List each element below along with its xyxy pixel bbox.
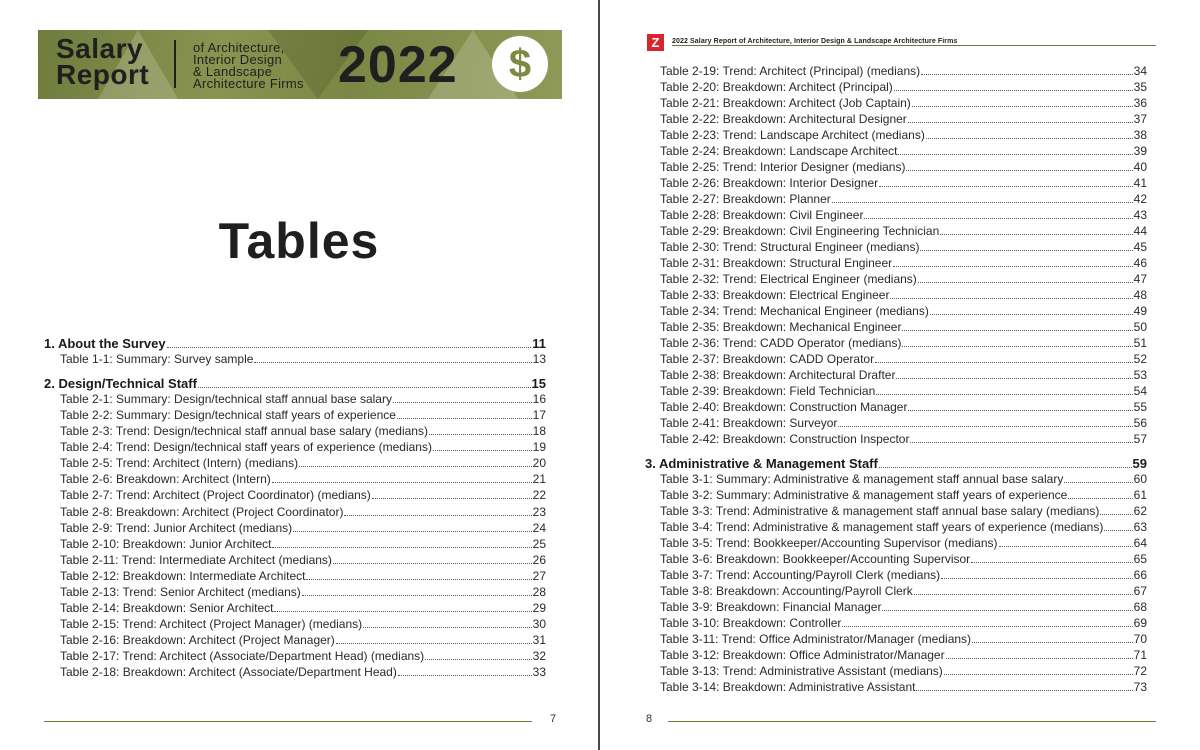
toc-leader-dots	[879, 186, 1133, 187]
toc-entry-page: 73	[1133, 680, 1147, 694]
toc-entry	[660, 208, 1147, 222]
toc-entry-title: Table 2-38: Breakdown: Architectural Drafter	[660, 368, 896, 382]
toc-entry	[60, 505, 546, 519]
toc-leader-dots	[372, 498, 532, 499]
toc-entry-page: 38	[1133, 128, 1147, 142]
toc-entry-title: Table 2-20: Breakdown: Architect (Principal)	[660, 80, 893, 94]
toc-leader-dots	[433, 450, 532, 451]
toc-entry-page: 62	[1133, 504, 1147, 518]
toc-entry	[60, 424, 546, 438]
toc-entry	[660, 632, 1147, 646]
toc-entry-page: 27	[532, 568, 546, 583]
toc-leader-dots	[946, 658, 1133, 659]
toc-entry-page: 69	[1133, 616, 1147, 630]
toc-leader-dots	[944, 674, 1133, 675]
toc-entry-title: Table 2-1: Summary: Design/technical staff annual base salary	[60, 392, 392, 407]
toc-entry-title: Table 2-26: Breakdown: Interior Designer	[660, 176, 879, 190]
toc-leader-dots	[302, 595, 532, 596]
toc-entry-title: Table 2-17: Trend: Architect (Associate/Department Head) (medians)	[60, 648, 425, 663]
toc-entry-page: 18	[532, 424, 546, 439]
toc-leader-dots	[941, 578, 1133, 579]
toc-entry-page: 47	[1133, 272, 1147, 286]
toc-entry	[60, 553, 546, 567]
toc-entry-title: Table 3-3: Trend: Administrative & management staff annual base salary (medians)	[660, 504, 1100, 518]
toc-entry-page: 52	[1133, 352, 1147, 366]
toc-leader-dots	[363, 627, 532, 628]
toc-entry-title: 1. About the Survey	[44, 336, 166, 351]
toc-entry-title: Table 2-15: Trend: Architect (Project Manager) (medians)	[60, 616, 363, 631]
page-title: Tables	[218, 213, 380, 269]
toc-entry-page: 41	[1133, 176, 1147, 190]
toc-entry-page: 40	[1133, 160, 1147, 174]
toc-entry-page: 31	[532, 632, 546, 647]
toc-entry-title: Table 2-23: Trend: Landscape Architect (medians)	[660, 128, 925, 142]
toc-entry-title: Table 2-42: Breakdown: Construction Inspector	[660, 432, 910, 446]
toc-leader-dots	[306, 579, 531, 580]
toc-entry	[660, 616, 1147, 630]
toc-entry	[60, 456, 546, 470]
toc-entry-page: 56	[1133, 416, 1147, 430]
toc-leader-dots	[344, 515, 531, 516]
toc-leader-dots	[918, 282, 1133, 283]
toc-leader-dots	[274, 611, 531, 612]
toc-entry-page: 37	[1133, 112, 1147, 126]
toc-entry-title: 3. Administrative & Management Staff	[645, 456, 878, 471]
banner-title: Salary Report	[56, 33, 150, 90]
toc-entry-page: 64	[1133, 536, 1147, 550]
toc-entry-page: 68	[1133, 600, 1147, 614]
toc-entry	[660, 336, 1147, 350]
toc-entry-title: Table 2-24: Breakdown: Landscape Architect	[660, 144, 898, 158]
toc-leader-dots	[198, 387, 531, 388]
toc-entry-page: 49	[1133, 304, 1147, 318]
toc-entry-title: Table 2-32: Trend: Electrical Engineer (medians)	[660, 272, 917, 286]
publisher-logo-icon: Z	[647, 34, 664, 51]
toc-entry	[660, 536, 1147, 550]
toc-entry-page: 26	[532, 552, 546, 567]
toc-leader-dots	[972, 642, 1133, 643]
toc-entry-page: 67	[1133, 584, 1147, 598]
toc-entry-title: Table 2-9: Trend: Junior Architect (medians)	[60, 520, 293, 535]
toc-leader-dots	[429, 434, 532, 435]
toc-entry-page: 45	[1133, 240, 1147, 254]
toc-entry-page: 71	[1133, 648, 1147, 662]
toc-entry-title: Table 2-16: Breakdown: Architect (Project Manager)	[60, 632, 335, 647]
toc-entry	[60, 569, 546, 583]
toc-entry-title: Table 3-10: Breakdown: Controller	[660, 616, 842, 630]
toc-leader-dots	[882, 610, 1132, 611]
toc-entry-page: 53	[1133, 368, 1147, 382]
toc-leader-dots	[167, 347, 532, 348]
toc-entry	[660, 96, 1147, 110]
toc-entry	[660, 384, 1147, 398]
toc-leader-dots	[896, 378, 1132, 379]
toc-leader-dots	[926, 138, 1133, 139]
toc-leader-dots	[254, 362, 531, 363]
toc-entry-page: 23	[532, 504, 546, 519]
toc-leader-dots	[894, 90, 1133, 91]
toc-entry	[660, 520, 1147, 534]
toc-leader-dots	[864, 218, 1132, 219]
toc-section-heading	[44, 336, 546, 351]
toc-entry-title: Table 2-34: Trend: Mechanical Engineer (medians)	[660, 304, 929, 318]
toc-section-heading	[44, 376, 546, 391]
toc-entry-title: Table 2-13: Trend: Senior Architect (medians)	[60, 584, 301, 599]
toc-entry-page: 28	[532, 584, 546, 599]
toc-leader-dots	[272, 482, 532, 483]
toc-entry	[60, 585, 546, 599]
toc-entry	[660, 256, 1147, 270]
toc-entry-title: Table 2-19: Trend: Architect (Principal) (medians)	[660, 64, 921, 78]
toc-leader-dots	[1104, 530, 1132, 531]
toc-entry-page: 44	[1133, 224, 1147, 238]
toc-entry-page: 20	[532, 456, 546, 471]
toc-leader-dots	[1064, 482, 1132, 483]
running-header: 2022 Salary Report of Architecture, Interior Design & Landscape Architecture Firms	[672, 38, 958, 45]
toc-entry	[660, 400, 1147, 414]
toc-entry	[660, 144, 1147, 158]
toc-entry	[60, 488, 546, 502]
toc-entry-page: 66	[1133, 568, 1147, 582]
toc-entry-page: 29	[532, 600, 546, 615]
toc-entry-page: 43	[1133, 208, 1147, 222]
toc-entry-page: 63	[1133, 520, 1147, 534]
toc-leader-dots	[908, 122, 1133, 123]
toc-leader-dots	[875, 362, 1133, 363]
toc-leader-dots	[902, 346, 1132, 347]
toc-leader-dots	[921, 74, 1133, 75]
toc-entry-title: Table 2-6: Breakdown: Architect (Intern)	[60, 472, 271, 487]
toc-entry	[660, 552, 1147, 566]
toc-entry-page: 17	[532, 408, 546, 423]
toc-entry-title: Table 2-11: Trend: Intermediate Architect (medians)	[60, 552, 332, 567]
toc-entry	[660, 568, 1147, 582]
toc-leader-dots	[893, 266, 1133, 267]
toc-entry-page: 46	[1133, 256, 1147, 270]
toc-entry-page: 36	[1133, 96, 1147, 110]
toc-entry-title: Table 2-14: Breakdown: Senior Architect	[60, 600, 274, 615]
toc-entry-page: 72	[1133, 664, 1147, 678]
toc-leader-dots	[898, 154, 1132, 155]
toc-entry-title: Table 2-2: Summary: Design/technical staff years of experience	[60, 408, 396, 423]
toc-entry-page: 25	[532, 536, 546, 551]
toc-entry-page: 16	[532, 392, 546, 407]
toc-leader-dots	[336, 643, 532, 644]
toc-entry-title: Table 2-27: Breakdown: Planner	[660, 192, 831, 206]
toc-entry	[660, 352, 1147, 366]
toc-entry-title: Table 2-28: Breakdown: Civil Engineer	[660, 208, 864, 222]
toc-leader-dots	[910, 442, 1132, 443]
toc-entry-page: 33	[532, 665, 546, 679]
toc-entry-page: 15	[531, 376, 546, 392]
toc-entry-page: 24	[532, 520, 546, 535]
toc-entry-page: 21	[532, 472, 546, 487]
toc-entry	[60, 649, 546, 663]
footer-rule	[668, 721, 1156, 722]
page-number: 7	[550, 713, 557, 725]
toc-entry-title: Table 1-1: Summary: Survey sample	[60, 352, 254, 367]
toc-entry	[660, 368, 1147, 382]
toc-entry	[660, 664, 1147, 678]
toc-leader-dots	[299, 466, 532, 467]
toc-entry	[660, 240, 1147, 254]
toc-entry-title: Table 2-7: Trend: Architect (Project Coordinator) (medians)	[60, 488, 371, 503]
toc-entry-title: Table 3-5: Trend: Bookkeeper/Accounting Supervisor (medians)	[660, 536, 998, 550]
toc-entry	[660, 472, 1147, 486]
toc-entry-title: Table 2-40: Breakdown: Construction Manager	[660, 400, 908, 414]
toc-entry-title: Table 3-12: Breakdown: Office Administrator/Manager	[660, 648, 945, 662]
toc-entry-page: 51	[1133, 336, 1147, 350]
toc-leader-dots	[876, 394, 1132, 395]
toc-entry-title: Table 2-12: Breakdown: Intermediate Architect	[60, 568, 306, 583]
toc-entry-title: Table 2-18: Breakdown: Architect (Associate/Department Head)	[60, 665, 397, 679]
toc-entry-title: Table 3-9: Breakdown: Financial Manager	[660, 600, 882, 614]
toc-leader-dots	[879, 467, 1132, 468]
toc-entry-page: 61	[1133, 488, 1147, 502]
toc-entry-title: Table 2-29: Breakdown: Civil Engineering Technician	[660, 224, 940, 238]
toc-entry-page: 11	[532, 336, 546, 351]
toc-leader-dots	[930, 314, 1133, 315]
toc-entry	[660, 112, 1147, 126]
toc-entry	[60, 633, 546, 647]
toc-entry-title: Table 2-3: Trend: Design/technical staff annual base salary (medians)	[60, 424, 428, 439]
toc-leader-dots	[1100, 514, 1132, 515]
toc-section-heading	[645, 456, 1147, 471]
toc-leader-dots	[832, 202, 1133, 203]
left-page	[0, 0, 598, 750]
toc-entry-title: Table 3-2: Summary: Administrative & management staff years of experience	[660, 488, 1068, 502]
toc-entry-page: 19	[532, 440, 546, 455]
toc-entry-title: Table 2-36: Trend: CADD Operator (medians)	[660, 336, 902, 350]
toc-leader-dots	[272, 547, 531, 548]
toc-entry-title: Table 2-35: Breakdown: Mechanical Engineer	[660, 320, 902, 334]
toc-entry	[660, 648, 1147, 662]
toc-entry	[60, 352, 546, 366]
toc-entry-page: 65	[1133, 552, 1147, 566]
toc-entry	[660, 488, 1147, 502]
toc-entry	[660, 680, 1147, 694]
page-number: 8	[646, 713, 653, 725]
toc-entry-page: 32	[532, 648, 546, 663]
toc-entry	[660, 176, 1147, 190]
toc-leader-dots	[916, 690, 1132, 691]
toc-entry-page: 55	[1133, 400, 1147, 414]
toc-entry-page: 42	[1133, 192, 1147, 206]
toc-leader-dots	[838, 426, 1132, 427]
toc-leader-dots	[914, 594, 1133, 595]
toc-entry-title: Table 2-5: Trend: Architect (Intern) (medians)	[60, 456, 299, 471]
report-banner	[38, 30, 562, 99]
toc-entry-title: Table 2-33: Breakdown: Electrical Engineer	[660, 288, 890, 302]
toc-entry-title: Table 2-8: Breakdown: Architect (Project Coordinator)	[60, 504, 344, 519]
toc-entry-title: Table 2-25: Trend: Interior Designer (medians)	[660, 160, 906, 174]
toc-entry	[60, 665, 546, 679]
toc-leader-dots	[425, 659, 531, 660]
toc-leader-dots	[890, 298, 1132, 299]
toc-entry	[60, 440, 546, 454]
toc-entry	[660, 192, 1147, 206]
footer-rule	[44, 721, 532, 722]
toc-entry	[660, 224, 1147, 238]
toc-entry-title: Table 3-8: Breakdown: Accounting/Payroll Clerk	[660, 584, 913, 598]
toc-entry	[660, 600, 1147, 614]
toc-leader-dots	[906, 170, 1132, 171]
toc-leader-dots	[908, 410, 1132, 411]
toc-entry-title: Table 3-6: Breakdown: Bookkeeper/Accounting Supervisor	[660, 552, 971, 566]
toc-entry-page: 39	[1133, 144, 1147, 158]
toc-entry-title: Table 3-14: Breakdown: Administrative Assistant	[660, 680, 916, 694]
toc-entry-page: 34	[1133, 64, 1147, 78]
toc-entry	[60, 472, 546, 486]
toc-entry-page: 13	[532, 352, 546, 367]
toc-entry-title: Table 2-41: Breakdown: Surveyor	[660, 416, 838, 430]
toc-entry	[660, 320, 1147, 334]
toc-leader-dots	[940, 234, 1132, 235]
toc-entry	[660, 584, 1147, 598]
toc-entry	[60, 408, 546, 422]
toc-entry-title: Table 3-13: Trend: Administrative Assistant (medians)	[660, 664, 943, 678]
toc-entry-title: 2. Design/Technical Staff	[44, 376, 197, 392]
toc-entry-title: Table 2-4: Trend: Design/technical staff years of experience (medians)	[60, 440, 432, 455]
toc-leader-dots	[397, 418, 532, 419]
toc-leader-dots	[1068, 498, 1132, 499]
toc-entry	[660, 160, 1147, 174]
toc-leader-dots	[999, 546, 1133, 547]
toc-leader-dots	[912, 106, 1133, 107]
toc-entry-page: 70	[1133, 632, 1147, 646]
toc-entry-page: 35	[1133, 80, 1147, 94]
toc-entry-title: Table 3-7: Trend: Accounting/Payroll Clerk (medians)	[660, 568, 941, 582]
toc-entry-title: Table 2-37: Breakdown: CADD Operator	[660, 352, 875, 366]
toc-entry	[60, 392, 546, 406]
toc-entry	[660, 64, 1147, 78]
toc-entry-title: Table 3-4: Trend: Administrative & management staff years of experience (medians)	[660, 520, 1104, 534]
toc-entry	[660, 80, 1147, 94]
toc-entry-page: 54	[1133, 384, 1147, 398]
toc-entry	[660, 504, 1147, 518]
toc-entry	[660, 432, 1147, 446]
toc-entry-page: 57	[1133, 432, 1147, 446]
toc-entry-page: 50	[1133, 320, 1147, 334]
toc-entry-title: Table 2-30: Trend: Structural Engineer (medians)	[660, 240, 920, 254]
toc-entry	[60, 537, 546, 551]
toc-entry	[660, 272, 1147, 286]
toc-entry	[660, 304, 1147, 318]
header-rule	[672, 45, 1156, 46]
toc-leader-dots	[842, 626, 1132, 627]
toc-entry-page: 30	[532, 616, 546, 631]
toc-leader-dots	[293, 531, 532, 532]
toc-leader-dots	[920, 250, 1132, 251]
toc-entry-title: Table 2-39: Breakdown: Field Technician	[660, 384, 876, 398]
toc-entry	[660, 128, 1147, 142]
toc-entry	[660, 288, 1147, 302]
toc-entry-title: Table 3-11: Trend: Office Administrator/Manager (medians)	[660, 632, 972, 646]
dollar-coin-icon: $	[492, 36, 548, 92]
toc-entry-page: 59	[1132, 456, 1147, 471]
toc-entry-page: 22	[532, 488, 546, 503]
toc-leader-dots	[971, 562, 1132, 563]
toc-entry-title: Table 2-10: Breakdown: Junior Architect	[60, 536, 272, 551]
banner-year: 2022	[338, 36, 458, 94]
toc-leader-dots	[393, 402, 532, 403]
toc-entry-page: 60	[1133, 472, 1147, 486]
banner-divider	[174, 40, 176, 88]
toc-entry-title: Table 2-22: Breakdown: Architectural Designer	[660, 112, 907, 126]
toc-entry-title: Table 2-21: Breakdown: Architect (Job Captain)	[660, 96, 911, 110]
toc-entry-title: Table 3-1: Summary: Administrative & management staff annual base salary	[660, 472, 1064, 486]
toc-entry	[60, 521, 546, 535]
toc-leader-dots	[902, 330, 1132, 331]
toc-leader-dots	[398, 675, 532, 676]
toc-leader-dots	[333, 563, 532, 564]
toc-entry-page: 48	[1133, 288, 1147, 302]
banner-subtitle: of Architecture, Interior Design & Landscape Architecture Firms	[193, 40, 304, 91]
toc-entry	[660, 416, 1147, 430]
toc-entry-title: Table 2-31: Breakdown: Structural Engineer	[660, 256, 893, 270]
toc-entry	[60, 601, 546, 615]
toc-entry	[60, 617, 546, 631]
